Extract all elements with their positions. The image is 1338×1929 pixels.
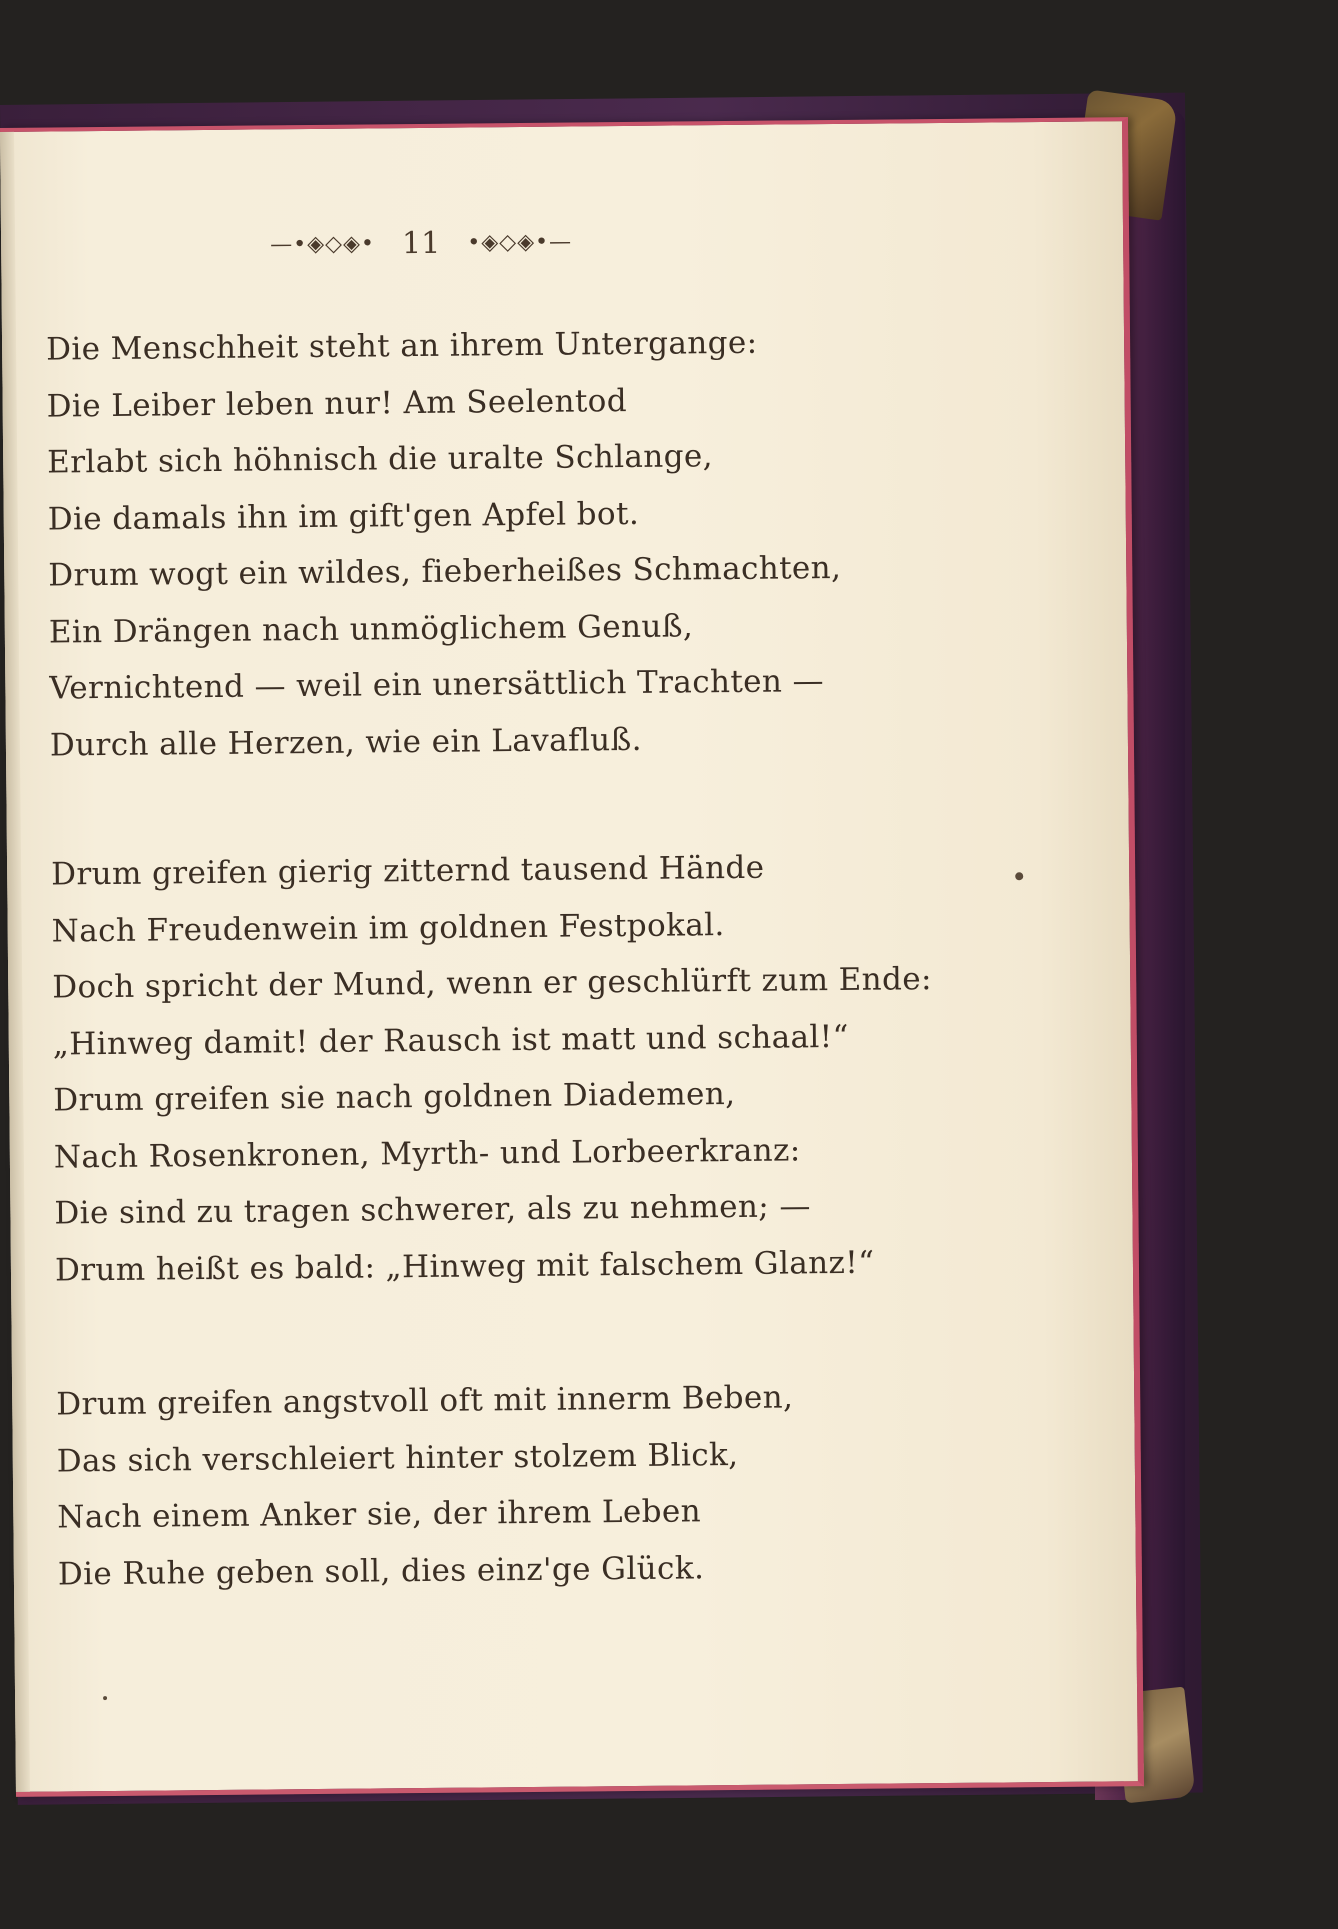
paper-speck xyxy=(1015,872,1023,880)
verse-line: Nach Freudenwein im goldnen Festpokal. xyxy=(51,906,725,950)
stanza-3 xyxy=(56,1368,958,1603)
verse-line: „Hinweg damit! der Rausch ist matt und schaal!“ xyxy=(52,1018,849,1063)
verse-line: Drum greifen gierig zitternd tausend Hände xyxy=(50,849,765,893)
page-number: 11 xyxy=(401,225,441,262)
verse-line: Die Ruhe geben soll, dies einz'ge Glück. xyxy=(57,1549,705,1593)
verse-line: Die damals ihn im gift'gen Apfel bot. xyxy=(47,495,640,538)
ornament-right: •◈◇◈•— xyxy=(467,229,573,256)
paper-speck xyxy=(103,1696,107,1700)
verse-line: Vernichtend — weil ein unersättlich Trachten — xyxy=(49,663,825,707)
verse-line: Doch spricht der Mund, wenn er geschlürft zum Ende: xyxy=(52,961,933,1006)
verse-line: Ein Drängen nach unmöglichem Genuß, xyxy=(48,607,694,651)
verse-line: Drum greifen sie nach goldnen Diademen, xyxy=(53,1075,736,1119)
ornament-left: —•◈◇◈• xyxy=(270,231,376,258)
verse-line: Erlabt sich höhnisch die uralte Schlange, xyxy=(47,438,714,481)
verse-line: Die sind zu tragen schwerer, als zu nehmen; — xyxy=(54,1188,811,1232)
verse-line: Nach Rosenkronen, Myrth- und Lorbeerkranz: xyxy=(53,1131,801,1176)
book-page xyxy=(0,117,1144,1797)
page-header xyxy=(261,224,581,267)
verse-line: Die Menschheit steht an ihrem Untergange: xyxy=(45,324,758,368)
page-gutter xyxy=(0,132,30,1792)
stanza-1 xyxy=(46,313,950,774)
stanza-2 xyxy=(51,838,955,1299)
verse-line: Durch alle Herzen, wie ein Lavafluß. xyxy=(49,721,643,764)
verse-line: Drum greifen angstvoll oft mit innerm Beben, xyxy=(56,1379,794,1423)
verse-line: Die Leiber leben nur! Am Seelentod xyxy=(46,382,628,425)
verse-line: Nach einem Anker sie, der ihrem Leben xyxy=(57,1493,702,1536)
verse-line: Drum wogt ein wildes, fieberheißes Schmachten, xyxy=(48,549,842,594)
verse-line: Drum heißt es bald: „Hinweg mit falschem Glanz!“ xyxy=(54,1244,875,1289)
verse-line: Das sich verschleiert hinter stolzem Blick, xyxy=(56,1436,739,1480)
